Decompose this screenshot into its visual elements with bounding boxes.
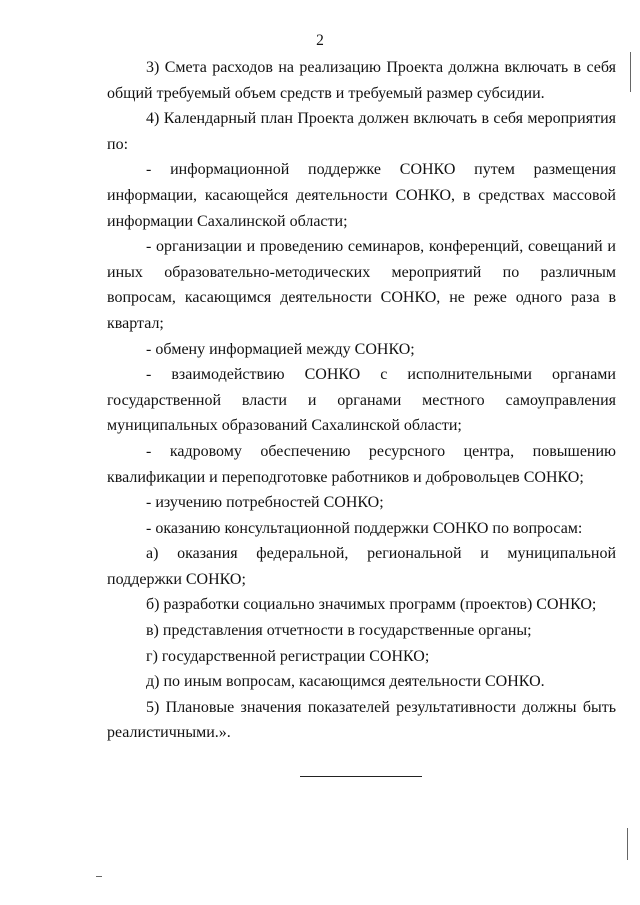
subitem-g: г) государственной регистрации СОНКО; (146, 647, 430, 665)
list-item-staffing: - кадровому обеспечению ресурсного центра, повышению квалификации и переподготовке работников и добровольцев СОНКО; (107, 442, 616, 486)
list-item-interaction: - взаимодействию СОНКО с исполнительными органами государственной власти и органами местного самоуправления муниципальных образований Сахалинской области; (107, 366, 616, 435)
list-item-seminars: - организации и проведению семинаров, конференций, совещаний и иных образовательно-методических мероприятий по различным вопросам, касающимся деятельности СОНКО, не реже одного раза в квартал; (107, 238, 616, 332)
paragraph-estimate: 3) Смета расходов на реализацию Проекта должна включать в себя общий требуемый объем средств и требуемый размер субсидии. (107, 59, 616, 102)
list-item-info-exchange: - обмену информацией между СОНКО; (146, 340, 415, 358)
paragraph-calendar-plan: 4) Календарный план Проекта должен включать в себя мероприятия по: (107, 110, 616, 153)
list-item-needs-study: - изучению потребностей СОНКО; (146, 494, 384, 512)
scan-artifact-bottom-left (96, 876, 102, 877)
list-item-consulting: - оказанию консультационной поддержки СОНКО по вопросам: (146, 519, 583, 537)
scan-artifact-right-edge (627, 828, 628, 860)
subitem-a: а) оказания федеральной, региональной и муниципальной поддержки СОНКО; (107, 545, 616, 588)
scan-artifact-top-right (630, 52, 631, 92)
subitem-b: б) разработки социально значимых программ (проектов) СОНКО; (146, 596, 597, 614)
page-number: 2 (316, 32, 324, 49)
paragraph-indicators: 5) Плановые значения показателей результативности должны быть реалистичными.». (107, 698, 616, 742)
list-item-info-support: - информационной поддержке СОНКО путем размещения информации, касающейся деятельности СОНКО, в средствах массовой информации Сахалинской области; (107, 161, 616, 230)
subitem-d: д) по иным вопросам, касающимся деятельности СОНКО. (146, 673, 545, 691)
subitem-v: в) представления отчетности в государственные органы; (146, 622, 532, 640)
closing-divider-line (300, 776, 422, 777)
document-body (107, 55, 616, 746)
